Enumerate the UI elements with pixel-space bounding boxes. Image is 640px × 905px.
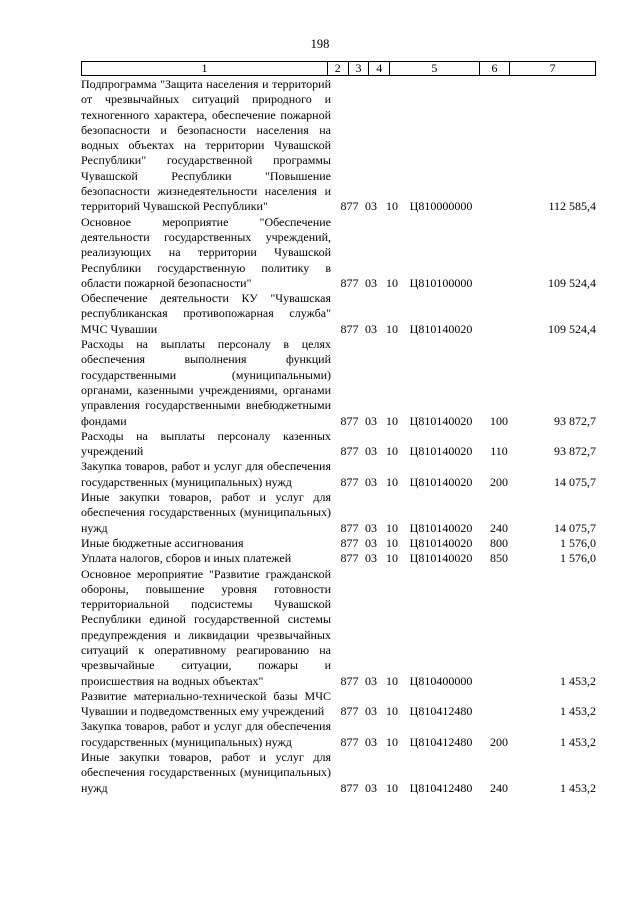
row-subsection: 10 <box>386 444 398 459</box>
row-subsection: 10 <box>386 780 398 795</box>
table-row <box>81 337 596 429</box>
row-section: 03 <box>365 734 377 749</box>
row-ministry-code: 877 <box>340 551 359 566</box>
row-target-article: Ц810140020 <box>409 444 473 459</box>
row-target-article: Ц810140020 <box>409 474 473 489</box>
row-ministry-code: 877 <box>340 734 359 749</box>
header-col-1: 1 <box>82 62 328 76</box>
row-section: 03 <box>365 551 377 566</box>
row-target-article: Ц810100000 <box>409 275 473 290</box>
table-row <box>81 291 596 337</box>
row-name: Расходы на выплаты персоналу казенных учреждений <box>81 428 331 459</box>
row-subsection: 10 <box>386 321 398 336</box>
row-ministry-code: 877 <box>340 199 359 214</box>
table-row <box>81 536 596 551</box>
row-section: 03 <box>365 444 377 459</box>
header-col-7: 7 <box>510 62 596 76</box>
row-expense-type: 110 <box>490 444 508 459</box>
row-ministry-code: 877 <box>340 321 359 336</box>
row-amount: 1 453,2 <box>560 673 596 688</box>
row-section: 03 <box>365 704 377 719</box>
table-row <box>81 490 596 536</box>
row-subsection: 10 <box>386 551 398 566</box>
row-expense-type: 240 <box>490 520 508 535</box>
row-ministry-code: 877 <box>340 535 359 550</box>
row-section: 03 <box>365 199 377 214</box>
row-target-article: Ц810140020 <box>409 520 473 535</box>
row-expense-type: 100 <box>490 413 508 428</box>
row-subsection: 10 <box>386 673 398 688</box>
table-row <box>81 429 596 460</box>
row-subsection: 10 <box>386 275 398 290</box>
row-section: 03 <box>365 673 377 688</box>
row-subsection: 10 <box>386 199 398 214</box>
header-col-5: 5 <box>390 62 480 76</box>
row-target-article: Ц810412480 <box>409 704 473 719</box>
row-ministry-code: 877 <box>340 275 359 290</box>
row-name: Расходы на выплаты персоналу в целях обеспечения выполнения функций государственными (муниципальными) органами, казенными учреждениями, органами управления государственными внебюджетными фондами <box>81 337 331 428</box>
row-name: Основное мероприятие "Развитие гражданской обороны, повышение уровня готовности территориальной подсистемы Чувашской Республики единой государственной системы предупреждения и ликвидации чрезвычайных ситуаций к оперативному реагированию на чрезвычайные ситуации, пожары и происшествия на водных объектах" <box>81 566 331 688</box>
row-section: 03 <box>365 535 377 550</box>
row-target-article: Ц810140020 <box>409 551 473 566</box>
table-row <box>81 215 596 291</box>
table-row <box>81 750 596 796</box>
row-subsection: 10 <box>386 734 398 749</box>
row-name: Закупка товаров, работ и услуг для обеспечения государственных (муниципальных) нужд <box>81 719 331 749</box>
row-target-article: Ц810140020 <box>409 413 473 428</box>
row-section: 03 <box>365 321 377 336</box>
row-name: Иные бюджетные ассигнования <box>81 535 244 550</box>
row-section: 03 <box>365 520 377 535</box>
row-amount: 1 576,0 <box>560 551 596 566</box>
row-subsection: 10 <box>386 535 398 550</box>
row-target-article: Ц810000000 <box>409 199 473 214</box>
table-header <box>81 61 596 76</box>
row-amount: 93 872,7 <box>554 444 596 459</box>
row-subsection: 10 <box>386 520 398 535</box>
row-ministry-code: 877 <box>340 520 359 535</box>
table-row <box>81 567 596 689</box>
header-col-4: 4 <box>369 62 390 76</box>
row-ministry-code: 877 <box>340 413 359 428</box>
budget-table <box>81 77 596 796</box>
row-name: Подпрограмма "Защита населения и территорий от чрезвычайных ситуаций природного и техногенного характера, обеспечение пожарной безопасности и безопасности населения на водных объектах на территории Чувашской Республики" государственной программы Чувашской Республики "Повышение безопасности жизнедеятельности населения и территорий Чувашской Республики" <box>81 77 331 214</box>
row-expense-type: 200 <box>490 474 508 489</box>
row-ministry-code: 877 <box>340 704 359 719</box>
table-row <box>81 551 596 566</box>
row-amount: 14 075,7 <box>554 520 596 535</box>
header-col-2: 2 <box>327 62 348 76</box>
row-name: Основное мероприятие "Обеспечение деятельности государственных учреждений, реализующих на территории Чувашской Республики государственную политику в области пожарной безопасности" <box>81 214 331 290</box>
row-amount: 1 453,2 <box>560 704 596 719</box>
row-expense-type: 200 <box>490 734 508 749</box>
row-ministry-code: 877 <box>340 444 359 459</box>
header-col-6: 6 <box>479 62 510 76</box>
row-target-article: Ц810400000 <box>409 673 473 688</box>
row-name: Закупка товаров, работ и услуг для обеспечения государственных (муниципальных) нужд <box>81 459 331 489</box>
row-name: Развитие материально-технической базы МЧС Чувашии и подведомственных ему учреждений <box>81 688 331 719</box>
row-ministry-code: 877 <box>340 673 359 688</box>
row-name: Иные закупки товаров, работ и услуг для обеспечения государственных (муниципальных) нужд <box>81 490 331 535</box>
row-expense-type: 240 <box>490 780 508 795</box>
row-subsection: 10 <box>386 474 398 489</box>
row-section: 03 <box>365 780 377 795</box>
table-row <box>81 719 596 750</box>
table-row <box>81 459 596 490</box>
table-row <box>81 689 596 720</box>
row-target-article: Ц810140020 <box>409 535 473 550</box>
row-section: 03 <box>365 474 377 489</box>
row-amount: 109 524,4 <box>548 321 596 336</box>
row-target-article: Ц810412480 <box>409 734 473 749</box>
row-target-article: Ц810140020 <box>409 321 473 336</box>
row-expense-type: 850 <box>490 551 508 566</box>
row-expense-type: 800 <box>490 535 508 550</box>
header-col-3: 3 <box>348 62 369 76</box>
row-subsection: 10 <box>386 704 398 719</box>
page-number: 198 <box>310 37 330 51</box>
row-ministry-code: 877 <box>340 474 359 489</box>
row-section: 03 <box>365 275 377 290</box>
row-name: Иные закупки товаров, работ и услуг для обеспечения государственных (муниципальных) нужд <box>81 750 331 795</box>
row-name: Обеспечение деятельности КУ "Чувашская республиканская противопожарная служба" МЧС Чувашии <box>81 291 331 336</box>
row-target-article: Ц810412480 <box>409 780 473 795</box>
row-section: 03 <box>365 413 377 428</box>
row-amount: 14 075,7 <box>554 474 596 489</box>
table-row <box>81 77 596 215</box>
row-amount: 93 872,7 <box>554 413 596 428</box>
row-amount: 1 576,0 <box>560 535 596 550</box>
row-amount: 109 524,4 <box>548 275 596 290</box>
row-amount: 112 585,4 <box>548 199 596 214</box>
row-name: Уплата налогов, сборов и иных платежей <box>81 551 292 566</box>
row-ministry-code: 877 <box>340 780 359 795</box>
row-subsection: 10 <box>386 413 398 428</box>
row-amount: 1 453,2 <box>560 780 596 795</box>
row-amount: 1 453,2 <box>560 734 596 749</box>
